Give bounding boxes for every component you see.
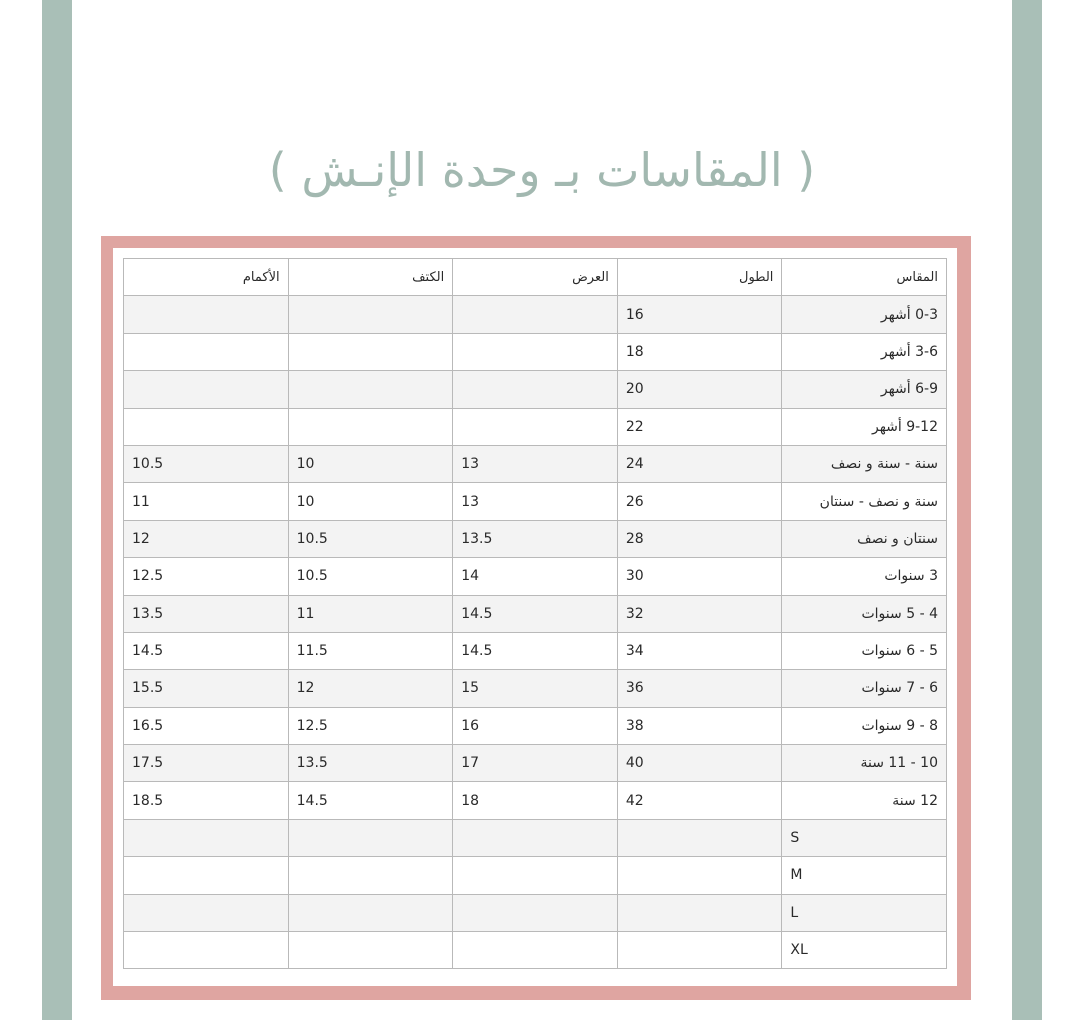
page-title: ( المقاسات بـ وحدة الإنـش ) xyxy=(268,143,816,197)
table-row xyxy=(124,782,947,819)
header-width: العرض xyxy=(453,259,618,296)
table-row xyxy=(124,707,947,744)
header-sleeves: الأكمام xyxy=(124,259,289,296)
cell-shoulder: 10 xyxy=(288,483,453,520)
cell-size: S xyxy=(782,819,947,856)
cell-shoulder xyxy=(288,296,453,333)
header-size: المقاس xyxy=(782,259,947,296)
cell-sleeves: 11 xyxy=(124,483,289,520)
table-row xyxy=(124,483,947,520)
cell-size: 5 - 6 سنوات xyxy=(782,632,947,669)
cell-length: 24 xyxy=(617,445,782,482)
cell-shoulder: 13.5 xyxy=(288,745,453,782)
cell-width xyxy=(453,894,618,931)
table-row xyxy=(124,670,947,707)
cell-sleeves xyxy=(124,857,289,894)
cell-shoulder xyxy=(288,932,453,969)
cell-sleeves: 10.5 xyxy=(124,445,289,482)
table-row xyxy=(124,932,947,969)
cell-length: 16 xyxy=(617,296,782,333)
cell-size: 3-6 أشهر xyxy=(782,333,947,370)
cell-size: L xyxy=(782,894,947,931)
cell-sleeves xyxy=(124,408,289,445)
cell-length: 32 xyxy=(617,595,782,632)
cell-length: 26 xyxy=(617,483,782,520)
cell-size: سنة - سنة و نصف xyxy=(782,445,947,482)
cell-shoulder xyxy=(288,857,453,894)
cell-shoulder: 10.5 xyxy=(288,558,453,595)
table-row xyxy=(124,894,947,931)
table-row xyxy=(124,558,947,595)
table-row xyxy=(124,745,947,782)
cell-width xyxy=(453,296,618,333)
cell-width xyxy=(453,371,618,408)
cell-size: 9-12 أشهر xyxy=(782,408,947,445)
cell-sleeves: 13.5 xyxy=(124,595,289,632)
cell-size: سنتان و نصف xyxy=(782,520,947,557)
cell-sleeves xyxy=(124,932,289,969)
cell-width xyxy=(453,857,618,894)
cell-shoulder: 12.5 xyxy=(288,707,453,744)
cell-sleeves: 16.5 xyxy=(124,707,289,744)
cell-length: 30 xyxy=(617,558,782,595)
cell-length: 20 xyxy=(617,371,782,408)
cell-length: 28 xyxy=(617,520,782,557)
right-side-bar xyxy=(1012,0,1042,1020)
cell-width xyxy=(453,408,618,445)
cell-size: 8 - 9 سنوات xyxy=(782,707,947,744)
table-row xyxy=(124,857,947,894)
cell-shoulder xyxy=(288,333,453,370)
left-side-bar xyxy=(42,0,72,1020)
cell-width: 15 xyxy=(453,670,618,707)
table-frame-inner xyxy=(113,248,957,986)
cell-width: 18 xyxy=(453,782,618,819)
cell-size: 6-9 أشهر xyxy=(782,371,947,408)
cell-shoulder xyxy=(288,819,453,856)
cell-width: 14.5 xyxy=(453,595,618,632)
cell-sleeves xyxy=(124,296,289,333)
table-row xyxy=(124,408,947,445)
cell-length xyxy=(617,894,782,931)
cell-width xyxy=(453,333,618,370)
cell-size: 10 - 11 سنة xyxy=(782,745,947,782)
table-row xyxy=(124,333,947,370)
cell-size: 4 - 5 سنوات xyxy=(782,595,947,632)
table-header-row xyxy=(124,259,947,296)
table-row xyxy=(124,632,947,669)
cell-width: 16 xyxy=(453,707,618,744)
cell-sleeves: 17.5 xyxy=(124,745,289,782)
cell-length: 22 xyxy=(617,408,782,445)
cell-shoulder: 10.5 xyxy=(288,520,453,557)
cell-size: M xyxy=(782,857,947,894)
cell-width: 13 xyxy=(453,445,618,482)
cell-length: 40 xyxy=(617,745,782,782)
cell-shoulder xyxy=(288,371,453,408)
cell-shoulder: 14.5 xyxy=(288,782,453,819)
cell-sleeves xyxy=(124,894,289,931)
table-row xyxy=(124,595,947,632)
cell-length xyxy=(617,932,782,969)
cell-length: 42 xyxy=(617,782,782,819)
cell-length: 36 xyxy=(617,670,782,707)
cell-width xyxy=(453,932,618,969)
cell-shoulder: 10 xyxy=(288,445,453,482)
cell-width: 14.5 xyxy=(453,632,618,669)
cell-shoulder xyxy=(288,408,453,445)
table-row xyxy=(124,445,947,482)
cell-sleeves xyxy=(124,333,289,370)
cell-width: 13 xyxy=(453,483,618,520)
table-row xyxy=(124,296,947,333)
table-row xyxy=(124,371,947,408)
cell-length: 38 xyxy=(617,707,782,744)
cell-width: 17 xyxy=(453,745,618,782)
cell-sleeves: 14.5 xyxy=(124,632,289,669)
cell-length: 34 xyxy=(617,632,782,669)
cell-sleeves xyxy=(124,819,289,856)
table-body xyxy=(124,296,947,969)
table-frame xyxy=(101,236,971,1000)
cell-length: 18 xyxy=(617,333,782,370)
cell-sleeves: 12.5 xyxy=(124,558,289,595)
cell-sleeves: 18.5 xyxy=(124,782,289,819)
cell-size: 3 سنوات xyxy=(782,558,947,595)
cell-sleeves: 15.5 xyxy=(124,670,289,707)
cell-sleeves: 12 xyxy=(124,520,289,557)
cell-length xyxy=(617,857,782,894)
header-shoulder: الكتف xyxy=(288,259,453,296)
cell-shoulder: 12 xyxy=(288,670,453,707)
cell-shoulder xyxy=(288,894,453,931)
cell-size: سنة و نصف - سنتان xyxy=(782,483,947,520)
cell-size: 0-3 أشهر xyxy=(782,296,947,333)
cell-shoulder: 11.5 xyxy=(288,632,453,669)
cell-size: 6 - 7 سنوات xyxy=(782,670,947,707)
cell-sleeves xyxy=(124,371,289,408)
cell-size: XL xyxy=(782,932,947,969)
size-chart-table xyxy=(123,258,947,969)
cell-shoulder: 11 xyxy=(288,595,453,632)
cell-width: 14 xyxy=(453,558,618,595)
cell-width: 13.5 xyxy=(453,520,618,557)
header-length: الطول xyxy=(617,259,782,296)
cell-length xyxy=(617,819,782,856)
cell-size: 12 سنة xyxy=(782,782,947,819)
cell-width xyxy=(453,819,618,856)
table-row xyxy=(124,819,947,856)
table-row xyxy=(124,520,947,557)
